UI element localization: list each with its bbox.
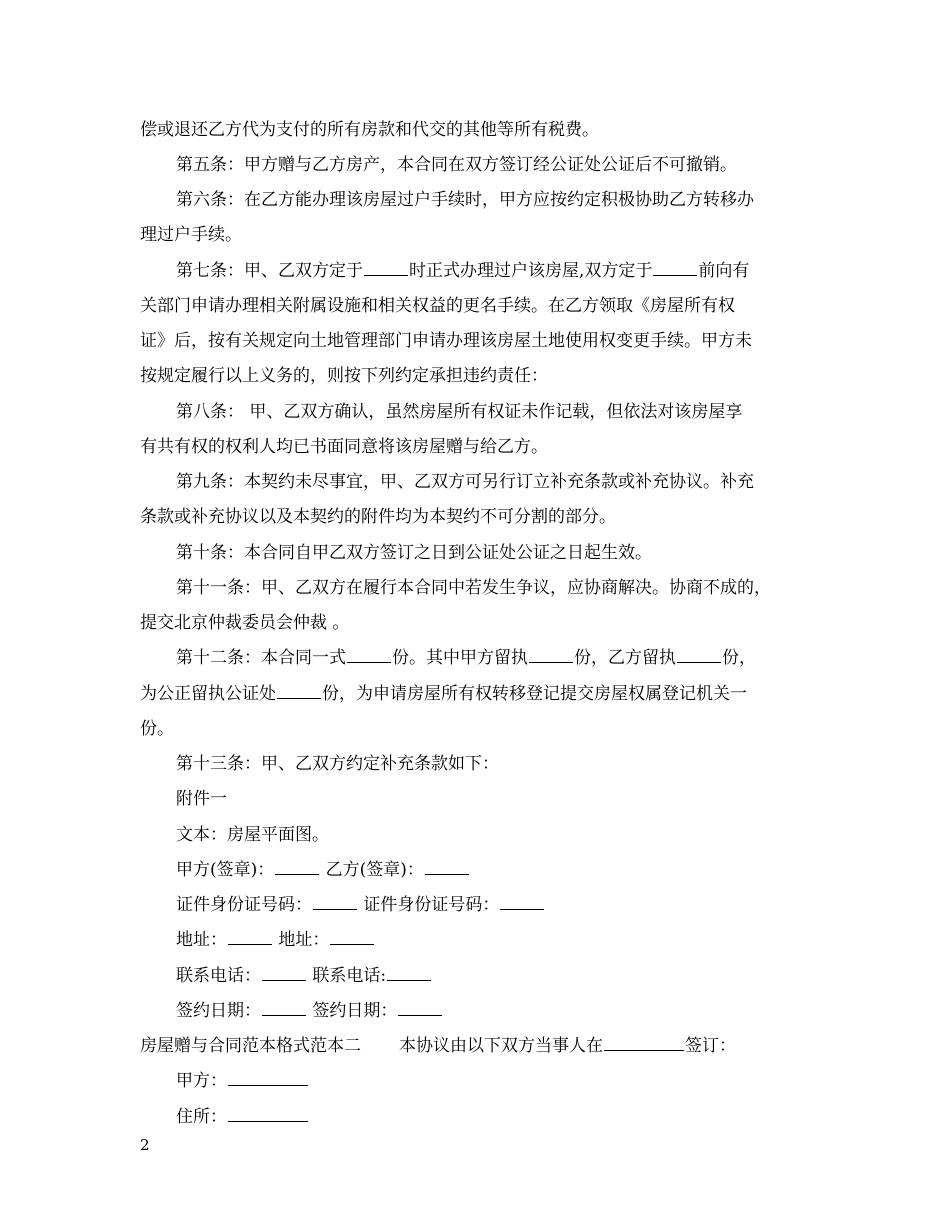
text-segment: 为公正留执公证处	[140, 684, 276, 704]
text-segment: 时正式办理过户该房屋,双方定于	[409, 261, 653, 281]
text-line: 份。	[140, 719, 174, 739]
text-line-article-13: 第十三条：甲、乙双方约定补充条款如下：	[176, 754, 499, 774]
text-segment: 前向有	[698, 261, 750, 281]
fill-blank[interactable]	[529, 646, 573, 663]
party-a-name-blank[interactable]	[228, 1069, 308, 1086]
party-b-id-blank[interactable]	[500, 893, 544, 910]
text-line: 按规定履行以上义务的，则按下列约定承担违约责任：	[140, 366, 548, 386]
label-party-b-signature: 乙方(签章)：	[320, 860, 424, 880]
residence-blank[interactable]	[228, 1105, 308, 1122]
label-residence: 住所：	[176, 1107, 227, 1127]
text-line: 提交北京仲裁委员会仲裁 。	[140, 613, 350, 633]
address-line	[176, 928, 375, 952]
sign-location-blank[interactable]	[604, 1034, 684, 1051]
template-two-heading-line	[140, 1034, 736, 1058]
fill-blank[interactable]	[653, 259, 697, 276]
phone-line	[176, 964, 432, 988]
attachment-heading: 附件一	[176, 789, 227, 809]
text-segment: 本协议由以下双方当事人在	[399, 1036, 603, 1056]
date-line	[176, 999, 443, 1023]
party-b-signature-blank[interactable]	[425, 858, 469, 875]
fill-blank[interactable]	[364, 259, 408, 276]
party-b-phone-blank[interactable]	[387, 964, 431, 981]
text-segment: 签订：	[685, 1036, 736, 1056]
text-line-article-10: 第十条：本合同自甲乙双方签订之日到公证处公证之日起生效。	[176, 543, 652, 563]
label-party-a-signature: 甲方(签章)：	[176, 860, 275, 880]
text-line-article-7	[176, 259, 749, 283]
residence-line	[176, 1105, 309, 1129]
text-line: 文本：房屋平面图。	[176, 825, 329, 845]
text-segment: 份，乙方留执	[574, 648, 676, 668]
text-line: 条款或补充协议以及本契约的附件均为本契约不可分割的部分。	[140, 507, 616, 527]
label-id-number: 证件身份证号码：	[176, 895, 312, 915]
text-line-article-6: 第六条：在乙方能办理该房屋过户手续时，甲方应按约定积极协助乙方转移办	[176, 190, 754, 210]
text-segment: 第七条：甲、乙双方定于	[176, 261, 363, 281]
section-title: 房屋赠与合同范本格式范本二	[140, 1036, 361, 1056]
party-a-address-blank[interactable]	[228, 928, 272, 945]
party-a-line	[176, 1069, 309, 1093]
text-line: 偿或退还乙方代为支付的所有房款和代交的其他等所有税费。	[140, 120, 599, 140]
label-sign-date: 签约日期：	[176, 1001, 261, 1021]
label-phone: 联系电话：	[176, 966, 261, 986]
label-party-a: 甲方：	[176, 1071, 227, 1091]
text-segment: 第十二条：本合同一式	[176, 648, 346, 668]
text-line-article-9: 第九条：本契约未尽事宜，甲、乙双方可另行订立补充条款或补充协议。补充	[176, 472, 754, 492]
fill-blank[interactable]	[277, 682, 321, 699]
id-number-line	[176, 893, 545, 917]
fill-blank[interactable]	[677, 646, 721, 663]
party-a-signature-blank[interactable]	[275, 858, 319, 875]
text-line: 证》后，按有关规定向土地管理部门申请办理该房屋土地使用权变更手续。甲方未	[140, 331, 752, 351]
text-line: 有共有权的权利人均已书面同意将该房屋赠与给乙方。	[140, 437, 548, 457]
label-address: 地址：	[176, 930, 227, 950]
text-line	[140, 682, 747, 706]
text-line-article-8: 第八条： 甲、乙双方确认，虽然房屋所有权证未作记载，但依法对该房屋享	[176, 402, 743, 422]
text-segment: 份。其中甲方留执	[392, 648, 528, 668]
text-segment: 份，	[722, 648, 756, 668]
party-a-phone-blank[interactable]	[262, 964, 306, 981]
text-line: 关部门申请办理相关附属设施和相关权益的更名手续。在乙方领取《房屋所有权	[140, 296, 735, 316]
label-id-number: 证件身份证号码：	[358, 895, 500, 915]
party-b-date-blank[interactable]	[398, 999, 442, 1016]
text-segment: 份，为申请房屋所有权转移登记提交房屋权属登记机关一	[322, 684, 747, 704]
label-phone: 联系电话:	[307, 966, 387, 986]
fill-blank[interactable]	[347, 646, 391, 663]
text-line: 理过户手续。	[140, 225, 242, 245]
text-line-article-12	[176, 646, 756, 670]
party-a-date-blank[interactable]	[262, 999, 306, 1016]
party-b-address-blank[interactable]	[330, 928, 374, 945]
label-address: 地址：	[273, 930, 330, 950]
signature-line	[176, 858, 470, 882]
text-line-article-11: 第十一条：甲、乙双方在履行本合同中若发生争议，应协商解决。协商不成的，	[176, 578, 771, 598]
label-sign-date: 签约日期：	[307, 1001, 398, 1021]
party-a-id-blank[interactable]	[313, 893, 357, 910]
page-number: 2	[140, 1136, 150, 1154]
text-line-article-5: 第五条：甲方赠与乙方房产，本合同在双方签订经公证处公证后不可撤销。	[176, 155, 737, 175]
